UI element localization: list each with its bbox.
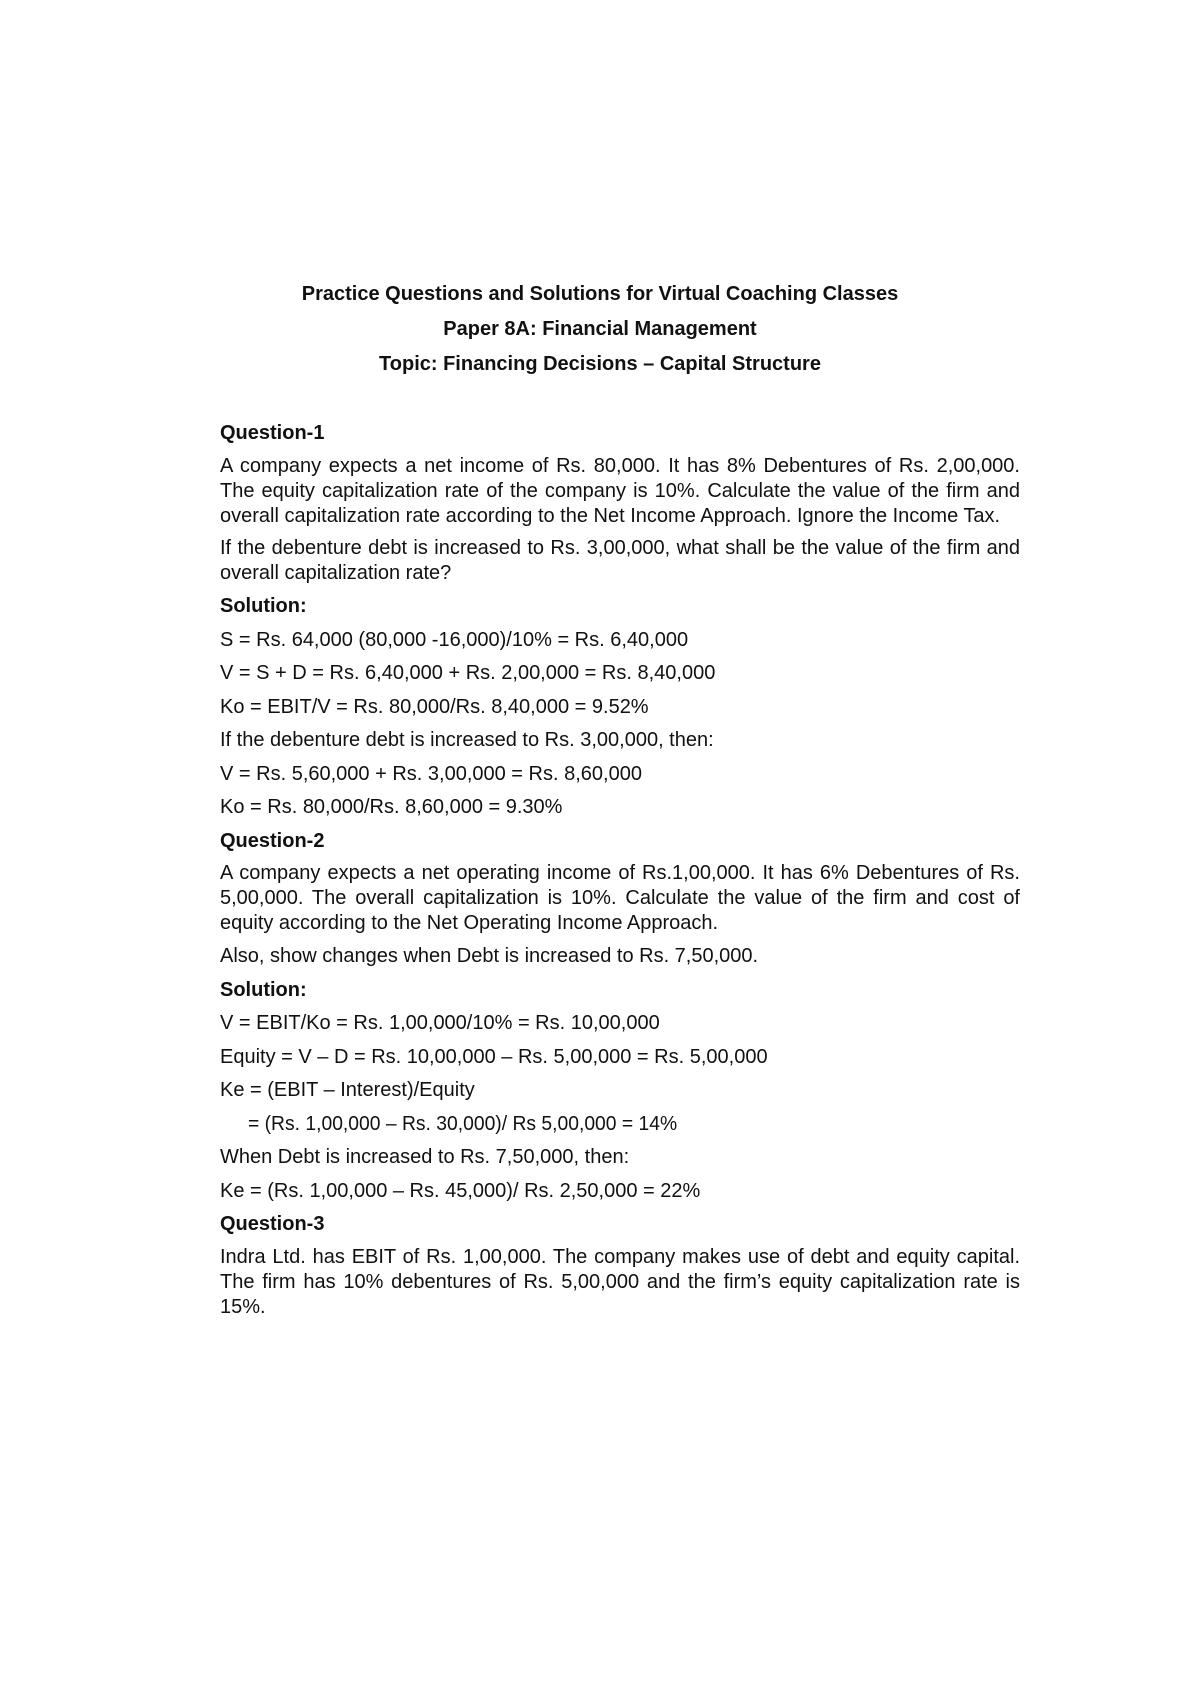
paper-subtitle: Paper 8A: Financial Management (443, 318, 757, 340)
question-2-text: A company expects a net operating income of Rs.1,00,000. It has 6% Debentures of Rs. 5,00,000. The overall capitalization is 10%. Calculate the value of the firm and cost of equity according to the Net Operating Income Approach. (220, 862, 1020, 934)
solution-1-line: Ko = Rs. 80,000/Rs. 8,60,000 = 9.30% (220, 796, 563, 818)
question-2-heading: Question-2 (220, 830, 325, 852)
question-2-followup: Also, show changes when Debt is increased to Rs. 7,50,000. (220, 945, 759, 967)
question-3-text: Indra Ltd. has EBIT of Rs. 1,00,000. The company makes use of debt and equity capital. The firm has 10% debentures of Rs. 5,00,000 and the firm’s equity capitalization rate is 15%. (220, 1246, 1020, 1318)
solution-1-line: S = Rs. 64,000 (80,000 -16,000)/10% = Rs. 6,40,000 (220, 629, 689, 651)
solution-2-line: V = EBIT/Ko = Rs. 1,00,000/10% = Rs. 10,00,000 (220, 1012, 660, 1034)
question-1-heading: Question-1 (220, 422, 325, 444)
topic-subtitle: Topic: Financing Decisions – Capital Structure (379, 353, 821, 375)
solution-1-line: Ko = EBIT/V = Rs. 80,000/Rs. 8,40,000 = 9.52% (220, 696, 649, 718)
solution-1-line: V = Rs. 5,60,000 + Rs. 3,00,000 = Rs. 8,60,000 (220, 763, 642, 785)
solution-1-line: V = S + D = Rs. 6,40,000 + Rs. 2,00,000 = Rs. 8,40,000 (220, 662, 716, 684)
solution-2-line: When Debt is increased to Rs. 7,50,000, then: (220, 1146, 630, 1168)
solution-2-line: Ke = (EBIT – Interest)/Equity (220, 1079, 475, 1101)
document-title: Practice Questions and Solutions for Virtual Coaching Classes (301, 283, 899, 305)
question-3-heading: Question-3 (220, 1213, 325, 1235)
solution-1-label: Solution: (220, 595, 307, 617)
solution-2-line: = (Rs. 1,00,000 – Rs. 30,000)/ Rs 5,00,000 = 14% (248, 1113, 678, 1135)
solution-2-line: Ke = (Rs. 1,00,000 – Rs. 45,000)/ Rs. 2,50,000 = 22% (220, 1180, 701, 1202)
question-1-text: A company expects a net income of Rs. 80,000. It has 8% Debentures of Rs. 2,00,000. The equity capitalization rate of the company is 10%. Calculate the value of the firm and overall capitalization rate according to the Net Income Approach. Ignore the Income Tax. (220, 455, 1020, 527)
question-1-followup: If the debenture debt is increased to Rs. 3,00,000, what shall be the value of the firm and overall capitalization rate? (220, 537, 1020, 584)
solution-1-line: If the debenture debt is increased to Rs. 3,00,000, then: (220, 729, 714, 751)
solution-2-label: Solution: (220, 979, 307, 1001)
solution-2-line: Equity = V – D = Rs. 10,00,000 – Rs. 5,00,000 = Rs. 5,00,000 (220, 1046, 768, 1068)
